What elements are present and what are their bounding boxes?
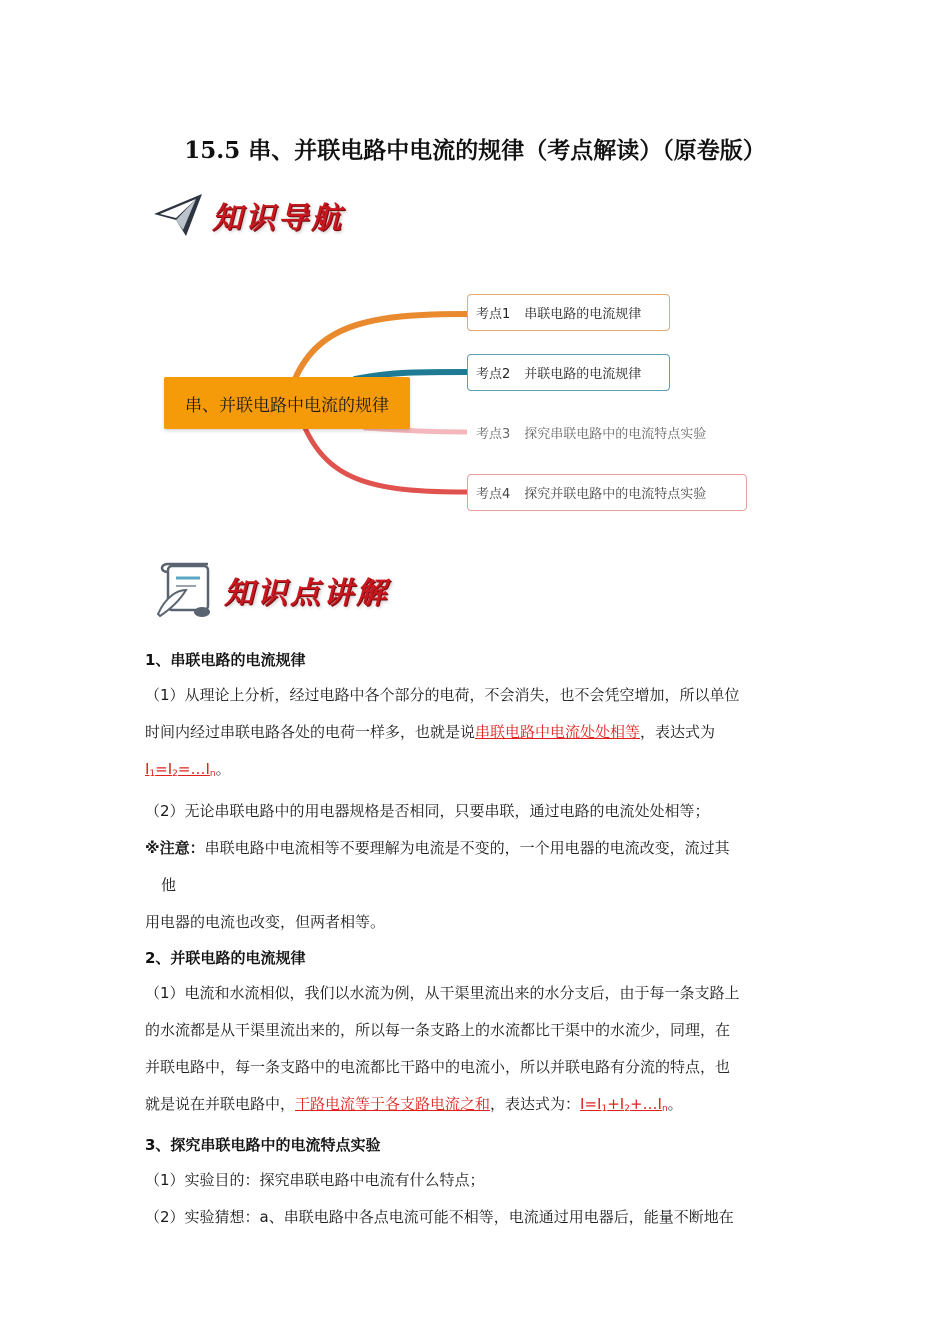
node-3-label: 探究串联电路中的电流特点实验 [524,427,707,442]
s1-paragraph-1-line-2 [145,714,810,751]
node-4-label: 探究并联电路中的电流特点实验 [524,487,707,502]
s1-paragraph-1-line-1: （1）从理论上分析，经过电路中各个部分的电荷，不会消失，也不会凭空增加，所以单位 [145,686,740,704]
section-3-heading: 3、探究串联电路中的电流特点实验 [145,1136,381,1154]
s2-line-1: （1）电流和水流相似，我们以水流为例，从干渠里流出来的水分支后，由于每一条支路上 [145,984,740,1002]
scroll-quill-icon [152,560,216,620]
note-label: ※注意： [145,839,205,857]
mind-map-root: 串、并联电路中电流的规律 [164,377,410,429]
s1-note-line-1 [145,830,810,867]
s2-line-4: 就是说在并联电路中，干路电流等于各支路电流之和，表达式为：$I=I_1+I_2+\dots I_n$。 [145,1095,683,1114]
node-4-number: 考点4 [476,487,511,502]
banner-knowledge-nav [152,190,344,240]
s2-line4-a: 就是说在并联电路中， [145,1095,296,1113]
branch-4 [305,428,467,492]
node-3-number: 考点3 [476,427,511,442]
mind-map-node-2 [467,354,670,391]
node-2-number: 考点2 [476,367,511,382]
s2-line-3: 并联电路中，每一条支路中的电流都比干路中的电流小，所以并联电路有分流的特点，也 [145,1058,731,1076]
s2-line4-b: ，表达式为： [490,1095,581,1113]
content-body [145,643,810,1236]
section-1-heading: 1、串联电路的电流规律 [145,651,306,669]
node-2-label: 并联电路的电流规律 [524,367,642,382]
mind-map-node-3 [467,414,747,451]
note-text-1: 串联电路中电流相等不要理解为电流是不变的，一个用电器的电流改变，流过其 [204,839,730,857]
mind-map [155,282,775,527]
s2-line-2: 的水流都是从干渠里流出来的，所以每一条支路上的水流都比干渠中的水流少，同理，在 [145,1021,731,1039]
s1-paragraph-2: （2）无论串联电路中的用电器规格是否相同，只要串联，通过电路的电流处处相等； [145,802,710,820]
series-formula: $I_1=I_2=\dots I_n$。 [145,760,231,779]
s1-note-line-2: 他 [161,876,177,894]
paper-plane-icon [152,190,204,240]
section-2-heading: 2、并联电路的电流规律 [145,949,306,967]
s1-p1-line2-b: ，表达式为 [640,723,716,741]
banner-knowledge-explain [152,560,389,620]
parallel-formula-expr: $I=I_1+I_2+\dots I_n$ [580,1095,668,1114]
banner-explain-title: 知识点讲解 [224,576,389,611]
parallel-rule-highlight: 干路电流等于各支路电流之和 [295,1095,491,1113]
s1-p1-line2-a: 时间内经过串联电路各处的电荷一样多，也就是说 [145,723,476,741]
node-1-label: 串联电路的电流规律 [524,307,642,322]
s3-line-2: （2）实验猜想：a、串联电路中各点电流可能不相等，电流通过用电器后，能量不断地在 [145,1208,734,1226]
page-title: 15.5 串、并联电路中电流的规律（考点解读）（原卷版） [184,137,766,164]
s1-note-line-3: 用电器的电流也改变，但两者相等。 [145,913,386,931]
node-1-number: 考点1 [476,307,511,322]
banner-nav-title: 知识导航 [212,201,344,236]
mind-map-node-4 [467,474,747,511]
s3-line-1: （1）实验目的：探究串联电路中电流有什么特点； [145,1171,485,1189]
series-formula-expr: $I_1=I_2=\dots I_n$ [145,760,216,779]
mind-map-node-1 [467,294,670,331]
series-rule-highlight: 串联电路中电流处处相等 [475,723,641,741]
